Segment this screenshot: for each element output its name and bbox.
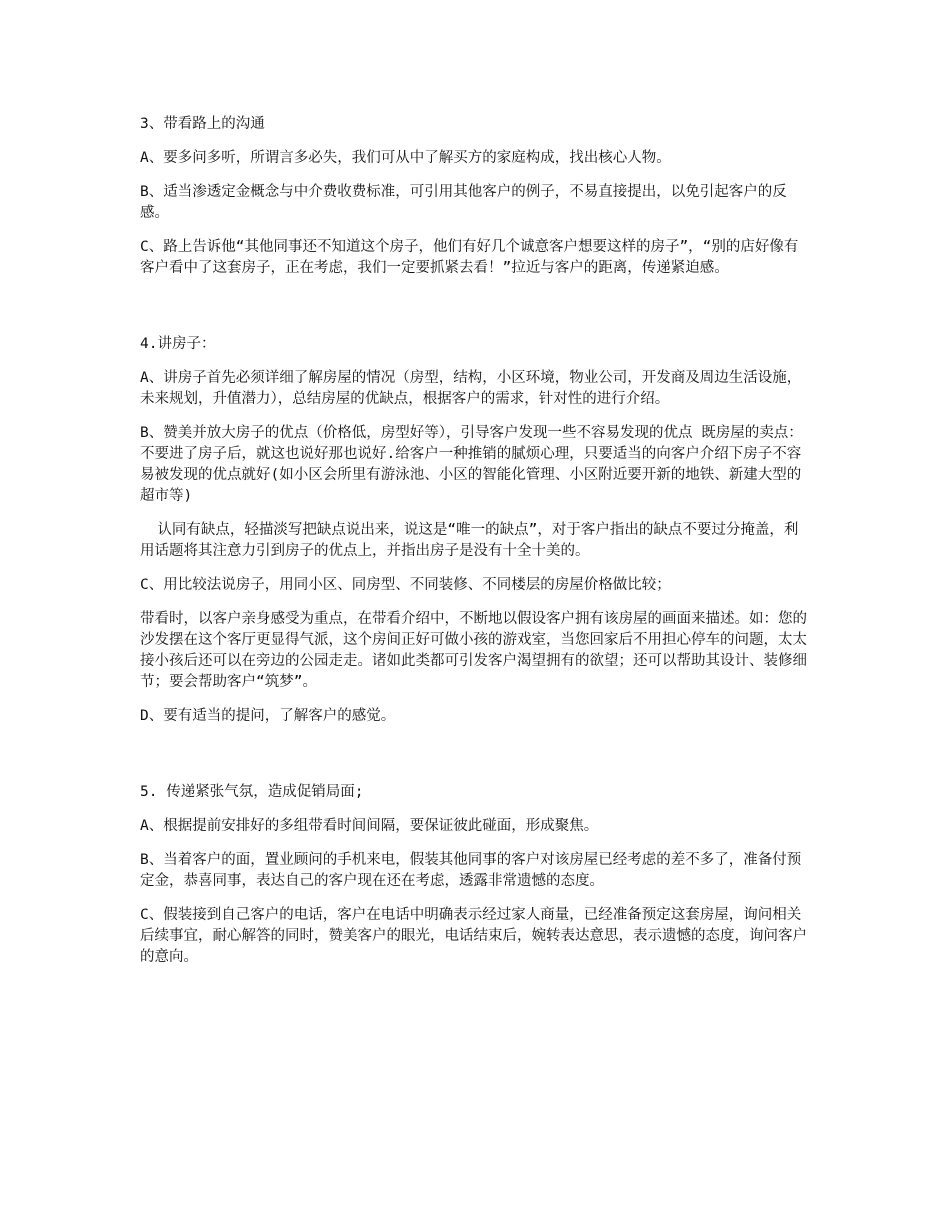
section-4-item-a: A、讲房子首先必须详细了解房屋的情况（房型，结构，小区环境，物业公司，开发商及周边生活设施，未来规划，升值潜力），总结房屋的优缺点，根据客户的需求，针对性的进行介绍。	[140, 370, 802, 407]
section-5-heading: 5. 传递紧张气氛，造成促销局面;	[140, 784, 364, 800]
document-page	[140, 114, 812, 981]
section-4-item-c-continued: 带看时，以客户亲身感受为重点，在带看介绍中，不断地以假设客户拥有该房屋的画面来描述。如：您的沙发摆在这个客厅更显得气派，这个房间正好可做小孩的游戏室，当您回家后不用担心停车的问题，太太接小孩后还可以在旁边的公园走走。诸如此类都可引发客户渴望拥有的欲望；还可以帮助其设计、装修细节；要会帮助客户“筑梦”。	[140, 611, 807, 690]
section-5-item-b: B、当着客户的面，置业顾问的手机来电，假装其他同事的客户对该房屋已经考虑的差不多了，准备付预定金，恭喜同事，表达自己的客户现在还在考虑，透露非常遗憾的态度。	[140, 852, 802, 889]
section-3-heading: 3、带看路上的沟通	[140, 116, 265, 132]
section-spacer	[140, 292, 812, 334]
section-4-item-b: B、赞美并放大房子的优点（价格低，房型好等），引导客户发现一些不容易发现的优点 既房屋的卖点：不要进了房子后，就这也说好那也说好.给客户一种推销的腻烦心理，只要适当的向客户介绍下房子不容易被发现的优点就好(如小区会所里有游泳池、小区的智能化管理、小区附近要开新的地铁、新建大型的超市等)	[140, 425, 803, 504]
section-4-heading: 4.讲房子：	[140, 336, 216, 352]
section-3-item-c: C、路上告诉他“其他同事还不知道这个房子，他们有好几个诚意客户想要这样的房子”，“别的店好像有客户看中了这套房子，正在考虑，我们一定要抓紧去看！”拉近与客户的距离，传递紧迫感。	[140, 239, 799, 276]
section-4-item-d: D、要有适当的提问，了解客户的感觉。	[140, 708, 396, 724]
section-3-item-b: B、适当渗透定金概念与中介费收费标准，可引用其他客户的例子，不易直接提出，以免引起客户的反感。	[140, 184, 787, 221]
section-spacer	[140, 740, 812, 782]
section-5-item-a: A、根据提前安排好的多组带看时间间隔，要保证彼此碰面，形成聚焦。	[140, 818, 599, 834]
section-3-item-a: A、要多问多听，所谓言多必失，我们可从中了解买方的家庭构成，找出核心人物。	[140, 150, 671, 166]
section-4-item-c: C、用比较法说房子，用同小区、同房型、不同装修、不同楼层的房屋价格做比较；	[140, 577, 671, 593]
section-4-item-b-continued: 认同有缺点，轻描淡写把缺点说出来，说这是“唯一的缺点”，对于客户指出的缺点不要过分掩盖，利用话题将其注意力引到房子的优点上，并指出房子是没有十全十美的。	[140, 522, 799, 559]
section-5-item-c: C、假装接到自己客户的电话，客户在电话中明确表示经过家人商量，已经准备预定这套房屋，询问相关后续事宜，耐心解答的同时，赞美客户的眼光，电话结束后，婉转表达意思，表示遗憾的态度，询问客户的意向。	[140, 907, 807, 965]
